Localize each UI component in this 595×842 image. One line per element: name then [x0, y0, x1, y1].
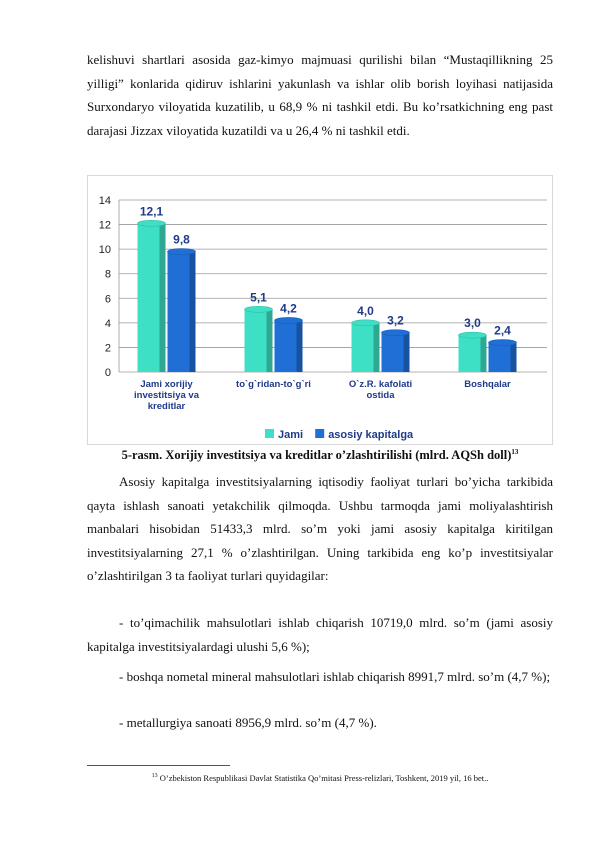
data-label: 12,1 — [139, 204, 164, 219]
category-label: ostida — [366, 390, 395, 401]
footnote-divider — [87, 765, 230, 766]
data-label: 9,8 — [173, 232, 190, 247]
y-tick-label: 8 — [104, 268, 111, 281]
bar-side — [404, 333, 410, 372]
list-item-nonmetal: - boshqa nometal mineral mahsulotlari ishlab chiqarish 8991,7 mlrd. so’m (4,7 %); — [119, 669, 551, 684]
legend-swatch — [265, 429, 274, 438]
figure-caption — [87, 448, 553, 463]
legend-label: asosiy kapitalga — [328, 429, 414, 441]
category-label: Jami xorijiy — [140, 379, 193, 390]
y-tick-label: 4 — [104, 317, 111, 330]
data-label: 3,0 — [464, 316, 481, 331]
data-label: 5,1 — [250, 290, 267, 305]
bar-side — [267, 309, 273, 372]
bar-cap — [168, 249, 196, 255]
bar-side — [297, 320, 303, 372]
category-label: Boshqalar — [464, 379, 511, 390]
intro-paragraph: kelishuvi shartlari asosida gaz-kimyo majmuasi qurilishi bilan “Mustaqillikning 25 yilligi” konlarida qidiruv ishlarini yakunlash va ishlar olib borish loyihasi natijasida Surxondaryo viloyatida kuzatilib, u 68,9 % ni tashkil etdi. Bu ko’rsatkichning eng past darajasi Jizzax viloyatida kuzatildi va u 26,4 % ni tashkil etdi. — [87, 52, 553, 138]
bar-cap — [245, 306, 273, 312]
category-label: investitsiya va — [134, 390, 199, 401]
legend-swatch — [315, 429, 324, 438]
data-label: 3,2 — [387, 313, 404, 328]
bar-side — [190, 252, 196, 372]
bar-cap — [382, 330, 410, 336]
caption-footnote-ref: 13 — [511, 448, 519, 456]
footnote-number: 13 — [151, 773, 158, 779]
data-label: 2,4 — [494, 323, 511, 338]
bar-cap — [352, 320, 380, 326]
category-label: to`g`ridan-to`g`ri — [236, 379, 311, 390]
bar-side — [481, 335, 487, 372]
category-label: kreditlar — [147, 401, 186, 412]
legend-label: Jami — [278, 429, 304, 441]
y-tick-label: 0 — [104, 367, 111, 379]
data-label: 4,0 — [357, 303, 374, 318]
body-paragraph-1: Asosiy kapitalga investitsiyalarning iqtisodiy faoliyat turlari bo’yicha tarkibida qayta ishlash sanoati yetakchilik qilmoqda. Ushbu tarmoqda jami moliyalashtirish manbalari hisobidan 51433,3 mlrd. so’m yoki jami asosiy kapitalga kiritilgan investitsiyalarning 27,1 % o’zlashtirilgan. Uning tarkibida eng ko’p investitsiyalar o’zlashtirilgan 3 ta faoliyat turlari quyidagilar: — [87, 474, 553, 583]
y-tick-label: 12 — [98, 219, 111, 232]
y-tick-label: 6 — [104, 293, 111, 306]
category-label: O`z.R. kafolati — [348, 379, 413, 390]
list-item-metallurgy: - metallurgiya sanoati 8956,9 mlrd. so’m (4,7 %). — [119, 715, 377, 730]
y-tick-label: 10 — [98, 244, 111, 257]
footnote — [87, 770, 553, 784]
y-tick-label: 14 — [98, 195, 111, 207]
list-item-textile: - to’qimachilik mahsulotlari ishlab chiqarish 10719,0 mlrd. so’m (jami asosiy kapitalga investitsiyalardagi ulushi 5,6 %); — [87, 615, 553, 654]
bar-chart — [87, 175, 553, 445]
bar-side — [160, 223, 166, 372]
bar-side — [511, 343, 517, 372]
data-label: 4,2 — [280, 301, 297, 316]
bar-cap — [489, 340, 517, 346]
caption-text: 5-rasm. Xorijiy investitsiya va kreditlar o’zlashtirilishi (mlrd. AQSh doll) — [121, 448, 512, 463]
bar-side — [374, 323, 380, 372]
chart-svg — [87, 175, 553, 445]
footnote-text: O’zbekiston Respublikasi Davlat Statistika Qo’mitasi Press-relizlari, Toshkent, 2019 yil, 16 bet.. — [159, 772, 489, 783]
y-tick-label: 2 — [104, 342, 111, 355]
bar-cap — [275, 317, 303, 323]
bar-cap — [459, 332, 487, 338]
bar-cap — [138, 220, 166, 226]
